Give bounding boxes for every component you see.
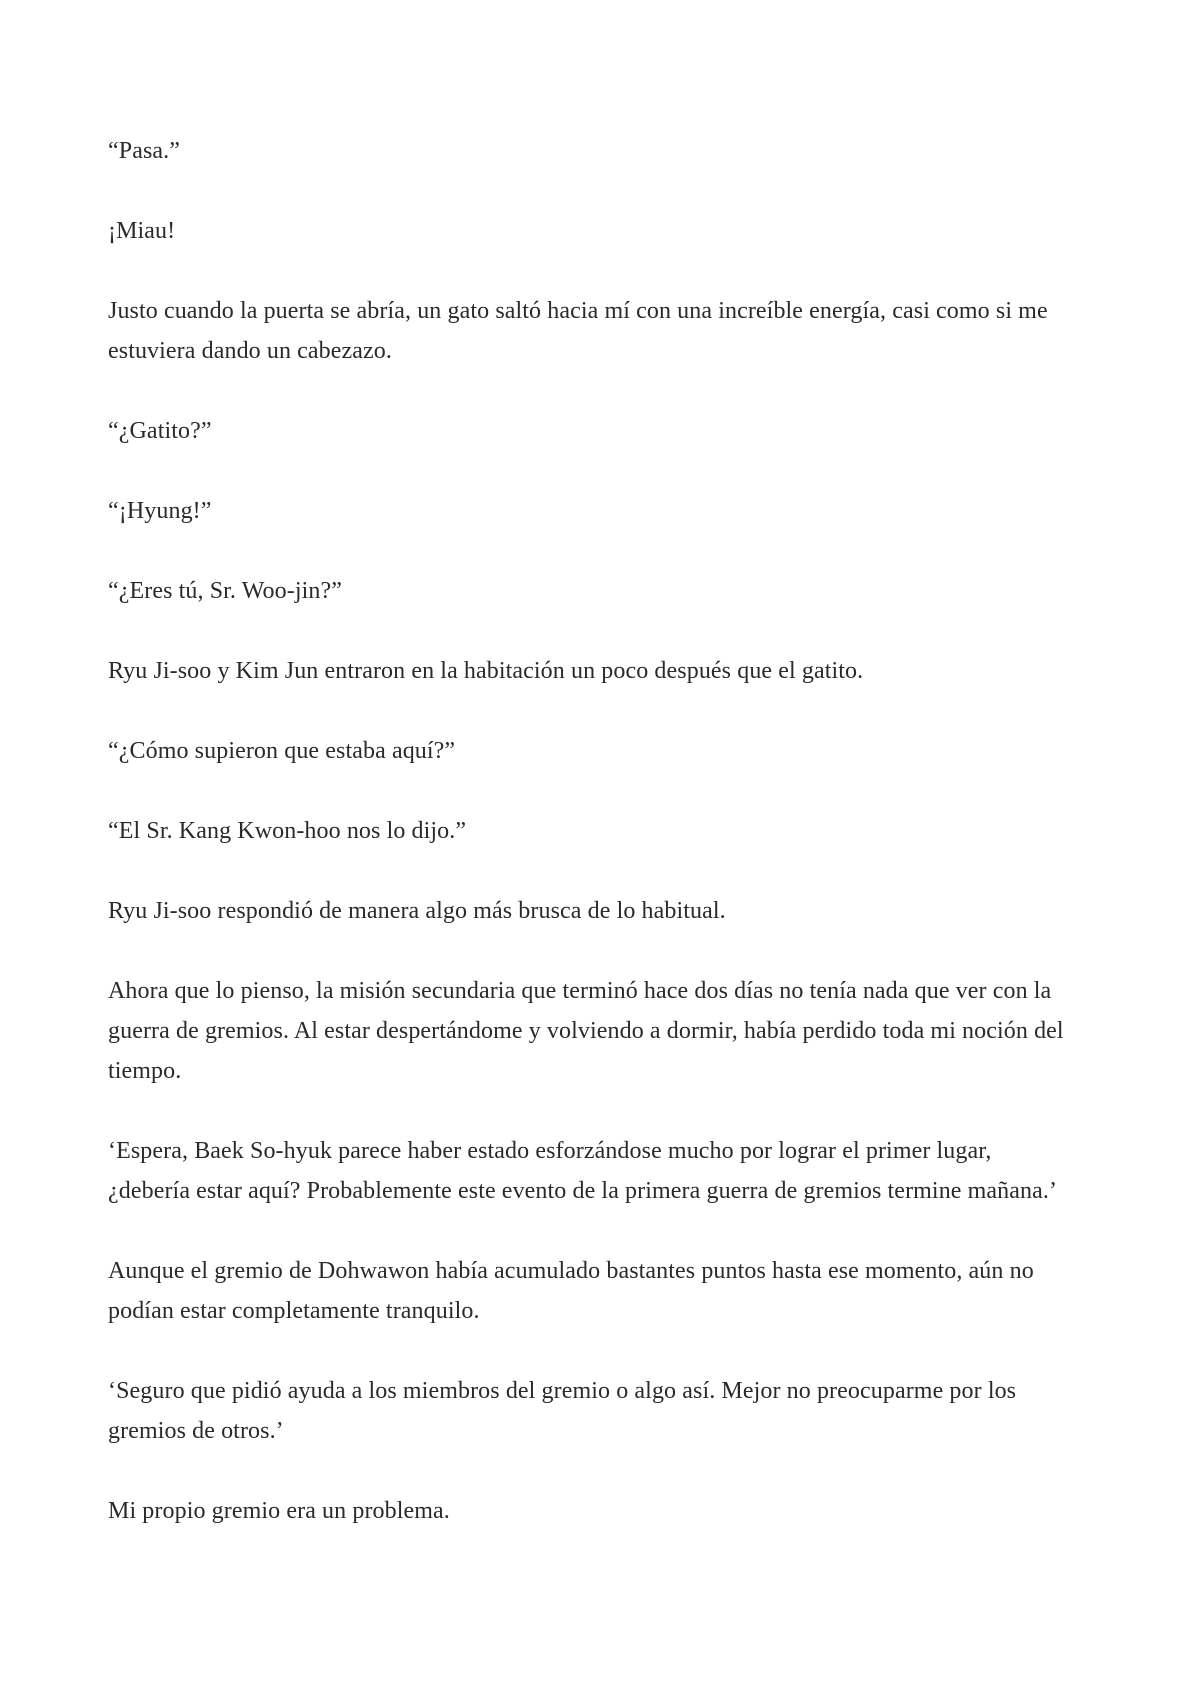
paragraph-puerta: Justo cuando la puerta se abría, un gato saltó hacia mí con una increíble energía, casi como si me estuviera dando un cabezazo. (108, 298, 1048, 364)
paragraph-ayuda: ‘Seguro que pidió ayuda a los miembros del gremio o algo así. Mejor no preocuparme por los gremios de otros.’ (108, 1378, 1017, 1444)
paragraph-entraron: Ryu Ji-soo y Kim Jun entraron en la habitación un poco después que el gatito. (108, 658, 864, 684)
paragraph-miau: ¡Miau! (108, 218, 176, 244)
paragraph-hyung: “¡Hyung!” (108, 498, 212, 524)
paragraph-pasa: “Pasa.” (108, 138, 180, 164)
document-body (108, 131, 1068, 1571)
paragraph-respondio: Ryu Ji-soo respondió de manera algo más brusca de lo habitual. (108, 898, 726, 924)
paragraph-dohwawon: Aunque el gremio de Dohwawon había acumulado bastantes puntos hasta ese momento, aún no podían estar completamente tranquilo. (108, 1258, 1034, 1324)
paragraph-baek-so-hyuk: ‘Espera, Baek So-hyuk parece haber estado esforzándose mucho por lograr el primer lugar, ¿debería estar aquí? Probablemente este evento de la primera guerra de gremios termine mañana.’ (108, 1138, 1058, 1204)
paragraph-gatito: “¿Gatito?” (108, 418, 212, 444)
paragraph-como-supieron: “¿Cómo supieron que estaba aquí?” (108, 738, 456, 764)
paragraph-woo-jin: “¿Eres tú, Sr. Woo-jin?” (108, 578, 342, 604)
paragraph-kang-kwon-hoo: “El Sr. Kang Kwon-hoo nos lo dijo.” (108, 818, 467, 844)
paragraph-propio-gremio: Mi propio gremio era un problema. (108, 1498, 450, 1524)
paragraph-mision-secundaria: Ahora que lo pienso, la misión secundaria que terminó hace dos días no tenía nada que ver con la guerra de gremios. Al estar despertándome y volviendo a dormir, había perdido toda mi noción del tiempo. (108, 978, 1064, 1084)
